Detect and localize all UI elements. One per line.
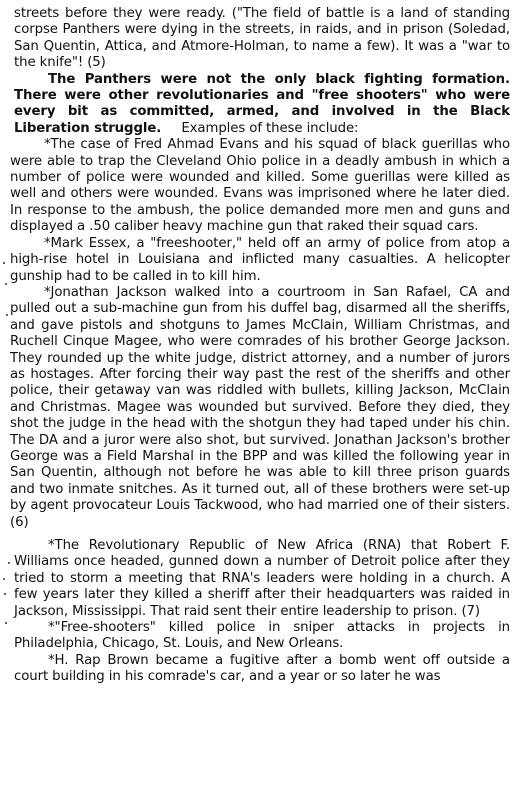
paragraph-2-tail-text: Examples of these include: bbox=[181, 120, 359, 136]
paragraph-rap-brown bbox=[14, 653, 510, 686]
paragraph-mark-essex bbox=[10, 236, 510, 285]
paragraph-free-shooters bbox=[14, 620, 510, 653]
scan-speck bbox=[5, 622, 7, 624]
paragraph-1 bbox=[14, 6, 510, 72]
scan-speck bbox=[4, 593, 6, 595]
paragraph-2 bbox=[14, 72, 510, 138]
paragraph-rna bbox=[14, 538, 510, 620]
paragraph-rna-text: *The Revolutionary Republic of New Africa (RNA) that Robert F. Williams once headed, gunned down a number of Detroit police after they tried to storm a meeting that RNA's leaders were holding in a church. A few years later they killed a sheriff after their headquarters was raided in Jackson, Mississippi. That raid sent their entire leadership to prison. (7) bbox=[14, 538, 510, 619]
paragraph-rap-brown-text: *H. Rap Brown became a fugitive after a bomb went off outside a court building in his comrade's car, and a year or so later he was bbox=[14, 652, 510, 685]
paragraph-fred-evans bbox=[10, 137, 510, 235]
scan-speck bbox=[8, 562, 10, 564]
scan-speck bbox=[6, 314, 8, 316]
paragraph-mark-essex-text: *Mark Essex, a "freeshooter," held off an army of police from atop a high-rise hotel in Louisiana and inflicted many casualties. A helicopter gunship had to be called in to kill him. bbox=[10, 235, 510, 284]
scan-speck bbox=[3, 578, 5, 580]
paragraph-fred-evans-text: *The case of Fred Ahmad Evans and his squad of black guerillas who were able to trap the Cleveland Ohio police in a deadly ambush in which a number of police were wounded and killed. Some guerillas were killed as well and others were wounded. Evans was imprisoned where he later died. In response to the ambush, the police demanded more men and guns and displayed a .50 caliber heavy machine gun that raked their squad cars. bbox=[10, 137, 510, 235]
paragraph-jonathan-jackson bbox=[10, 285, 510, 531]
paragraph-free-shooters-text: *"Free-shooters" killed police in sniper attacks in projects in Philadelphia, Chicago, St. Louis, and New Orleans. bbox=[14, 620, 510, 652]
paragraph-2-bold-text: The Panthers were not the only black fighting formation. There were other revolutionaries and "free shooters" who were every bit as committed, armed, and involved in the Black Liberation struggle. bbox=[14, 71, 510, 136]
paragraph-1-text: streets before they were ready. ("The field of battle is a land of standing corpse Panthers were dying in the streets, in raids, and in prison (Soledad, San Quentin, Attica, and Atmore-Holman, to name a few). It was a "war to the knife"! (5) bbox=[14, 6, 510, 71]
paragraph-jonathan-jackson-text: *Jonathan Jackson walked into a courtroom in San Rafael, CA and pulled out a sub-machine gun from his duffel bag, disarmed all the sheriffs, and gave pistols and shotguns to James McClain, William Christmas, and Ruchell Cinque Magee, who were comrades of his brother George Jackson. They rounded up the white judge, district attorney, and a number of jurors as hostages. After forcing their way past the rest of the sheriffs and other police, their getaway van was riddled with bullets, killing Jackson, McClain and Christmas. Magee was wounded but survived. Before they died, they shot the judge in the head with the shotgun they had taped under his chin. The DA and a juror were also shot, but survived. Jonathan Jackson's brother George was a Field Marshal in the BPP and was killed the following year in San Quentin, although not before he was able to kill three prison guards and two inmate snitches. As it turned out, all of these brothers were set-up by agent provocateur Louis Tackwood, who had married one of their sisters. (6) bbox=[10, 284, 510, 530]
scan-speck bbox=[3, 262, 5, 264]
scan-speck bbox=[5, 283, 7, 285]
